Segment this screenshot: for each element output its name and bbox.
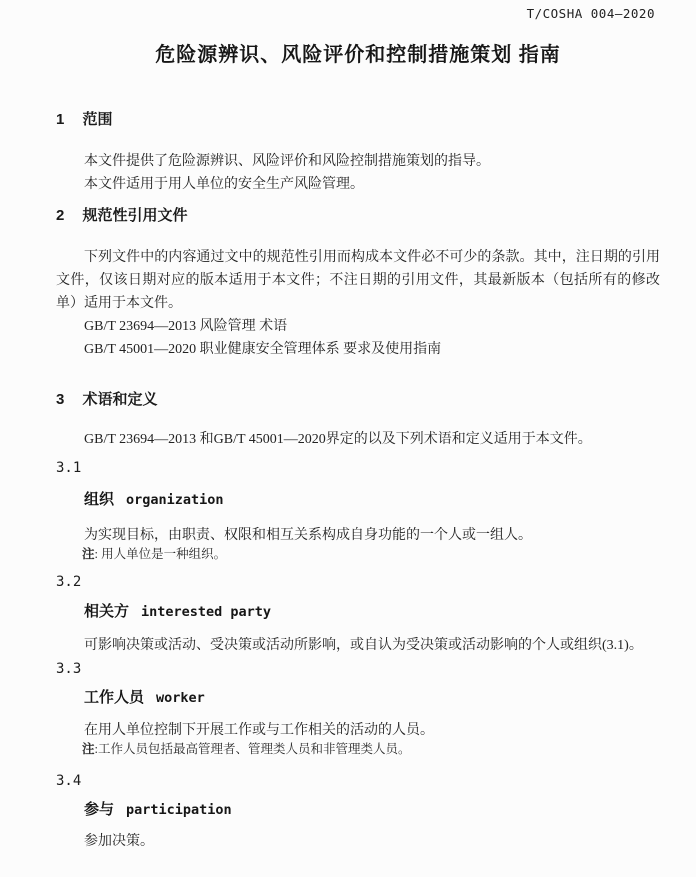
clause-3-1-number: 3.1 bbox=[56, 460, 82, 476]
section-2-title: 规范性引用文件 bbox=[82, 207, 188, 224]
term-worker-en: worker bbox=[156, 690, 205, 706]
note-label: 注 bbox=[82, 547, 95, 561]
section-3-intro: GB/T 23694—2013 和GB/T 45001—2020界定的以及下列术语和定义适用于本文件。 bbox=[84, 432, 592, 447]
section-2-heading bbox=[56, 208, 660, 224]
section-1-number: 1 bbox=[56, 111, 65, 128]
term-organization-zh: 组织 bbox=[84, 491, 115, 508]
term-interested-party-definition: 可影响决策或活动、受决策或活动所影响，或自认为受决策或活动影响的个人或组织(3.1)。 bbox=[84, 638, 643, 653]
section-2-number: 2 bbox=[56, 207, 65, 224]
term-worker-zh: 工作人员 bbox=[84, 689, 145, 706]
document-title: 危险源辨识、风险评价和控制措施策划 指南 bbox=[155, 44, 561, 66]
section-1-title: 范围 bbox=[82, 111, 113, 128]
term-organization bbox=[84, 492, 660, 508]
note-text: :工作人员包括最高管理者、管理类人员和非管理类人员。 bbox=[94, 742, 411, 756]
section-1-paragraph-1: 本文件提供了危险源辨识、风险评价和风险控制措施策划的指导。 bbox=[84, 154, 490, 169]
note-text: : 用人单位是一种组织。 bbox=[94, 547, 227, 561]
section-1-paragraph-2: 本文件适用于用人单位的安全生产风险管理。 bbox=[84, 177, 364, 192]
term-participation-zh: 参与 bbox=[84, 801, 115, 818]
term-interested-party-zh: 相关方 bbox=[84, 603, 130, 620]
term-worker-note bbox=[82, 742, 660, 756]
standard-number: T/COSHA 004—2020 bbox=[526, 6, 655, 21]
term-worker bbox=[84, 690, 660, 706]
section-1-heading bbox=[56, 112, 660, 128]
term-organization-note bbox=[82, 547, 660, 561]
term-organization-definition: 为实现目标，由职责、权限和相互关系构成自身功能的一个人或一组人。 bbox=[84, 528, 532, 543]
term-participation-en: participation bbox=[126, 802, 232, 818]
section-2-intro: 下列文件中的内容通过文中的规范性引用而构成本文件必不可少的条款。其中，注日期的引用文件，仅该日期对应的版本适用于本文件；不注日期的引用文件，其最新版本（包括所有的修改单）适用于本文件。 bbox=[56, 250, 660, 311]
term-organization-en: organization bbox=[126, 492, 224, 508]
section-3-title: 术语和定义 bbox=[82, 391, 158, 408]
term-interested-party bbox=[84, 604, 660, 620]
section-3-heading bbox=[56, 392, 660, 408]
term-interested-party-en: interested party bbox=[141, 604, 272, 620]
clause-3-2-number: 3.2 bbox=[56, 574, 82, 590]
term-participation bbox=[84, 802, 660, 818]
normative-reference-1: GB/T 23694—2013 风险管理 术语 bbox=[84, 319, 288, 334]
term-participation-definition: 参加决策。 bbox=[84, 834, 154, 849]
clause-3-3-number: 3.3 bbox=[56, 661, 82, 677]
note-label: 注 bbox=[82, 742, 95, 756]
term-worker-definition: 在用人单位控制下开展工作或与工作相关的活动的人员。 bbox=[84, 723, 434, 738]
normative-reference-2: GB/T 45001—2020 职业健康安全管理体系 要求及使用指南 bbox=[84, 342, 442, 357]
clause-3-4-number: 3.4 bbox=[56, 773, 82, 789]
document-content bbox=[56, 0, 660, 853]
section-3-number: 3 bbox=[56, 391, 65, 408]
